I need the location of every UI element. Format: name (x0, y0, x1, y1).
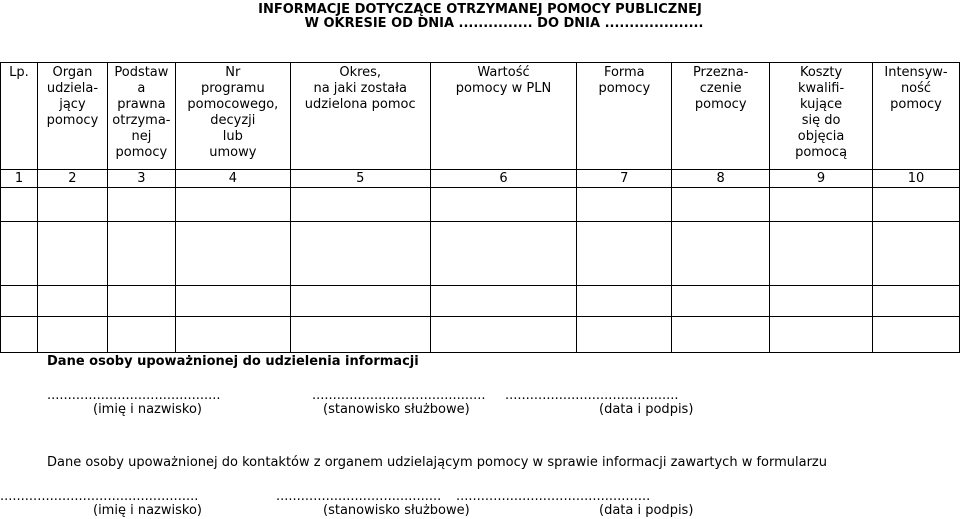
column-header-line: Podstaw (114, 65, 169, 80)
table-cell[interactable] (1, 317, 38, 353)
column-header (873, 63, 960, 170)
column-header-line: a (137, 81, 146, 96)
column-header-line: Nr (225, 65, 241, 80)
column-header (577, 63, 672, 170)
column-header-line: lub (222, 129, 243, 144)
column-header (1, 63, 38, 170)
section1-name-dots: .......................................... (47, 388, 221, 403)
column-number: 6 (430, 170, 577, 188)
aid-table (0, 62, 960, 353)
table-cell[interactable] (175, 222, 290, 286)
column-header-line: kwalifi- (797, 81, 845, 96)
section2-position-dots: ........................................ (276, 489, 442, 504)
table-cell[interactable] (672, 286, 770, 317)
column-number: 4 (175, 170, 290, 188)
table-cell[interactable] (873, 222, 960, 286)
table-header-row (1, 63, 960, 170)
section1-date-dots: .......................................... (505, 388, 679, 403)
table-cell[interactable] (672, 317, 770, 353)
table-cell[interactable] (290, 188, 430, 222)
section2-title: Dane osoby upoważnionej do kontaktów z organem udzielającym pomocy w sprawie informacji zawartych w formularzu (47, 455, 827, 470)
column-header (37, 63, 107, 170)
table-row (1, 286, 960, 317)
table-cell[interactable] (577, 188, 672, 222)
column-number: 2 (37, 170, 107, 188)
column-header-line: umowy (209, 145, 257, 160)
column-number: 7 (577, 170, 672, 188)
table-row (1, 188, 960, 222)
column-header-line: nej (131, 129, 152, 144)
table-cell[interactable] (37, 286, 107, 317)
column-header (430, 63, 577, 170)
table-cell[interactable] (770, 286, 873, 317)
section1-name-label: (imię i nazwisko) (93, 402, 202, 417)
column-header-line: pomocy (694, 97, 747, 112)
table-cell[interactable] (1, 286, 38, 317)
column-header-line: Forma (603, 65, 645, 80)
table-row (1, 222, 960, 286)
table-cell[interactable] (1, 188, 38, 222)
table-cell[interactable] (107, 317, 175, 353)
table-row (1, 317, 960, 353)
column-header-line: na jaki została (313, 81, 407, 96)
column-number: 1 (1, 170, 38, 188)
column-header-line: prawna (117, 97, 166, 112)
column-header (107, 63, 175, 170)
table-cell[interactable] (107, 222, 175, 286)
column-header-line: Wartość (477, 65, 530, 80)
column-header-line: pomocy (890, 97, 942, 112)
section1-title: Dane osoby upoważnionej do udzielenia informacji (47, 354, 419, 369)
column-header-line: programu (200, 81, 265, 96)
column-header-line: się do (801, 113, 841, 128)
column-number: 5 (290, 170, 430, 188)
section2-date-label: (data i podpis) (599, 503, 694, 518)
column-header-line: czenie (699, 81, 742, 96)
table-cell[interactable] (37, 188, 107, 222)
table-cell[interactable] (290, 317, 430, 353)
column-number: 9 (770, 170, 873, 188)
column-header-line: pomocą (795, 145, 848, 160)
section2-name-dots: ................................................ (0, 489, 199, 504)
column-header (175, 63, 290, 170)
column-header-line: Organ (52, 65, 93, 80)
column-number: 8 (672, 170, 770, 188)
column-header-line: Lp. (9, 65, 29, 80)
table-cell[interactable] (672, 222, 770, 286)
table-cell[interactable] (290, 222, 430, 286)
column-header-line: decyzji (210, 113, 256, 128)
column-header-line: Okres, (339, 65, 382, 80)
table-cell[interactable] (770, 188, 873, 222)
table-cell[interactable] (873, 188, 960, 222)
column-header-line: jący (59, 97, 86, 112)
column-header-line: pomocy (115, 145, 168, 160)
column-header-line: objęcia (797, 129, 845, 144)
column-header-line: pomocowego, (187, 97, 279, 112)
column-header-line: ność (900, 81, 932, 96)
section1-position-dots: .......................................... (312, 388, 486, 403)
table-cell[interactable] (770, 222, 873, 286)
table-cell[interactable] (577, 317, 672, 353)
table-cell[interactable] (37, 222, 107, 286)
column-header-line: Intensyw- (884, 65, 948, 80)
table-cell[interactable] (175, 317, 290, 353)
table-cell[interactable] (1, 222, 38, 286)
column-header-line: kujące (800, 97, 843, 112)
column-header-line: Przezna- (692, 65, 749, 80)
column-number: 10 (873, 170, 960, 188)
form-title-line1: INFORMACJE DOTYCZĄCE OTRZYMANEJ POMOCY PUBLICZNEJ (258, 2, 702, 17)
section1-date-label: (data i podpis) (599, 402, 694, 417)
column-header-line: pomocy (598, 81, 651, 96)
column-header-line: pomocy (46, 113, 99, 128)
table-cell[interactable] (672, 188, 770, 222)
column-header-line: pomocy w PLN (455, 81, 552, 96)
table-number-row (1, 170, 960, 188)
column-header-line: udzielona pomoc (304, 97, 416, 112)
column-header (290, 63, 430, 170)
table-cell[interactable] (290, 286, 430, 317)
section2-date-dots: ............................................... (456, 489, 651, 504)
table-cell[interactable] (873, 286, 960, 317)
table-cell[interactable] (430, 222, 577, 286)
column-header (672, 63, 770, 170)
table-cell[interactable] (430, 317, 577, 353)
table-cell[interactable] (107, 286, 175, 317)
column-header-line: udziela- (46, 81, 99, 96)
form-period-line: W OKRESIE OD DNIA ............... DO DNIA .................... (304, 16, 704, 31)
table-cell[interactable] (175, 188, 290, 222)
table-cell[interactable] (873, 317, 960, 353)
table-cell[interactable] (770, 317, 873, 353)
column-number: 3 (107, 170, 175, 188)
table-cell[interactable] (430, 286, 577, 317)
table-cell[interactable] (430, 188, 577, 222)
column-header-line: Koszty (799, 65, 843, 80)
form-period (0, 16, 960, 32)
section2-name-label: (imię i nazwisko) (93, 503, 202, 518)
column-header (770, 63, 873, 170)
table-cell[interactable] (37, 317, 107, 353)
table-cell[interactable] (107, 188, 175, 222)
table-cell[interactable] (175, 286, 290, 317)
table-cell[interactable] (577, 286, 672, 317)
table-cell[interactable] (577, 222, 672, 286)
section1-position-label: (stanowisko służbowe) (323, 402, 470, 417)
section2-position-label: (stanowisko służbowe) (323, 503, 470, 518)
column-header-line: otrzyma- (112, 113, 171, 128)
